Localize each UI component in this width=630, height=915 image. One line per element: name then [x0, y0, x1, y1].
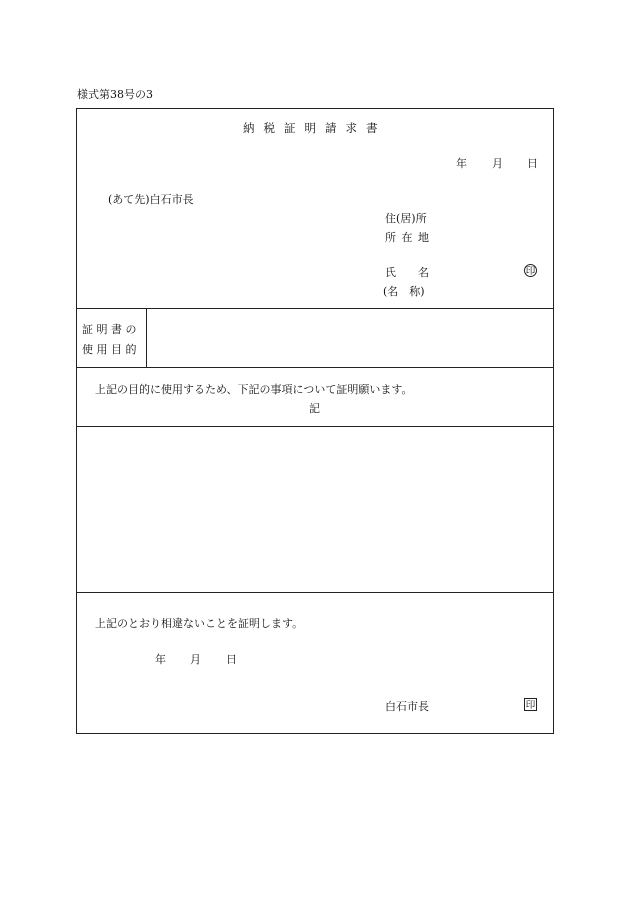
- certification-year-label: 年: [155, 653, 166, 666]
- entity-name-label: (名 称): [383, 285, 425, 298]
- address-label: 住(居)所: [385, 212, 427, 225]
- request-statement: 上記の目的に使用するため、下記の事項について証明願います。: [95, 383, 413, 396]
- divider-header: [76, 308, 554, 309]
- divider-details: [76, 592, 554, 593]
- certification-month-label: 月: [190, 653, 201, 666]
- request-day-label: 日: [527, 157, 538, 170]
- purpose-label-line2: 使 用 目 的: [82, 343, 137, 356]
- issuer-seal-mark: 印: [525, 700, 536, 711]
- applicant-seal-mark: 印: [525, 266, 536, 277]
- certification-statement: 上記のとおり相違ないことを証明します。: [95, 617, 304, 630]
- issuer-name: 白石市長: [385, 700, 429, 713]
- name-label: 氏 名: [385, 266, 429, 279]
- certification-day-label: 日: [226, 653, 237, 666]
- request-year-label: 年: [456, 157, 467, 170]
- purpose-label-divider: [146, 308, 147, 367]
- addressee: (あて先)白石市長: [108, 193, 194, 206]
- form-number: 様式第38号の3: [77, 88, 153, 101]
- request-month-label: 月: [492, 157, 503, 170]
- location-label: 所 在 地: [385, 231, 430, 244]
- form-title: 納税証明請求書: [243, 121, 387, 135]
- details-area[interactable]: [85, 436, 545, 584]
- ki-label: 記: [309, 402, 320, 415]
- divider-purpose: [76, 367, 554, 368]
- purpose-label-line1: 証 明 書 の: [82, 323, 137, 336]
- divider-request: [76, 426, 554, 427]
